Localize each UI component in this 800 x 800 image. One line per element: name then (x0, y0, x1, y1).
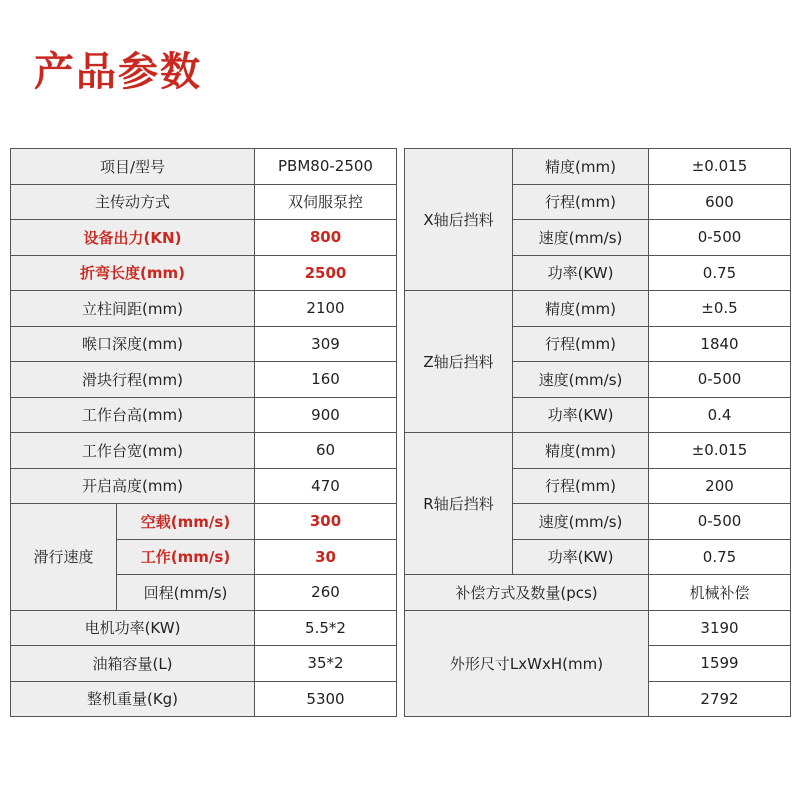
table-row (11, 504, 397, 540)
row-value: ±0.015 (649, 433, 791, 469)
row-value: 260 (255, 575, 397, 611)
row-label: 行程(mm) (513, 468, 649, 504)
table-row (11, 362, 397, 398)
row-value: 2100 (255, 291, 397, 327)
table-row (11, 149, 397, 185)
dimension-height: 2792 (649, 681, 791, 717)
row-label: 功率(KW) (513, 255, 649, 291)
row-label: 空载(mm/s) (117, 504, 255, 540)
row-label: 油箱容量(L) (11, 646, 255, 682)
spec-table-left (10, 148, 397, 717)
table-row (405, 149, 791, 185)
row-value: 200 (649, 468, 791, 504)
row-value: 5300 (255, 681, 397, 717)
row-value: 0.75 (649, 255, 791, 291)
row-label: 项目/型号 (11, 149, 255, 185)
row-label: 开启高度(mm) (11, 468, 255, 504)
row-value: 60 (255, 433, 397, 469)
table-row (405, 610, 791, 646)
row-label: 速度(mm/s) (513, 220, 649, 256)
row-value: 600 (649, 184, 791, 220)
row-label: 功率(KW) (513, 539, 649, 575)
page-title: 产品参数 (34, 49, 202, 95)
row-label: 设备出力(KN) (11, 220, 255, 256)
row-label: 功率(KW) (513, 397, 649, 433)
row-value: 5.5*2 (255, 610, 397, 646)
row-label: 工作(mm/s) (117, 539, 255, 575)
table-row (11, 326, 397, 362)
row-label: 速度(mm/s) (513, 504, 649, 540)
row-value: 800 (255, 220, 397, 256)
row-value: 0-500 (649, 504, 791, 540)
table-row (11, 468, 397, 504)
table-row (405, 575, 791, 611)
row-label: 电机功率(KW) (11, 610, 255, 646)
table-row (11, 646, 397, 682)
table-row (11, 255, 397, 291)
table-row (11, 681, 397, 717)
row-value: 2500 (255, 255, 397, 291)
row-label: 精度(mm) (513, 291, 649, 327)
dimensions-label: 外形尺寸LxWxH(mm) (405, 610, 649, 717)
row-value: 0.75 (649, 539, 791, 575)
row-value: 900 (255, 397, 397, 433)
table-row (11, 433, 397, 469)
row-label: 折弯长度(mm) (11, 255, 255, 291)
row-value: 双伺服泵控 (255, 184, 397, 220)
table-row (11, 397, 397, 433)
row-label: 主传动方式 (11, 184, 255, 220)
slide-speed-label: 滑行速度 (11, 504, 117, 611)
compensation-value: 机械补偿 (649, 575, 791, 611)
row-value: 35*2 (255, 646, 397, 682)
row-label: 整机重量(Kg) (11, 681, 255, 717)
row-value: ±0.015 (649, 149, 791, 185)
row-label: 滑块行程(mm) (11, 362, 255, 398)
row-label: 立柱间距(mm) (11, 291, 255, 327)
row-label: 回程(mm/s) (117, 575, 255, 611)
row-label: 工作台高(mm) (11, 397, 255, 433)
row-label: 精度(mm) (513, 433, 649, 469)
compensation-label: 补偿方式及数量(pcs) (405, 575, 649, 611)
row-label: 精度(mm) (513, 149, 649, 185)
row-value: ±0.5 (649, 291, 791, 327)
row-label: 喉口深度(mm) (11, 326, 255, 362)
table-row (11, 184, 397, 220)
row-value: 300 (255, 504, 397, 540)
row-label: 工作台宽(mm) (11, 433, 255, 469)
table-row (11, 610, 397, 646)
row-value: 470 (255, 468, 397, 504)
row-value: 0-500 (649, 220, 791, 256)
row-value: 1840 (649, 326, 791, 362)
row-value: 0-500 (649, 362, 791, 398)
row-label: 行程(mm) (513, 326, 649, 362)
row-value: PBM80-2500 (255, 149, 397, 185)
table-row (405, 433, 791, 469)
z-backgauge-label: Z轴后挡料 (405, 291, 513, 433)
table-row (11, 220, 397, 256)
row-label: 行程(mm) (513, 184, 649, 220)
row-value: 309 (255, 326, 397, 362)
dimension-width: 1599 (649, 646, 791, 682)
table-row (405, 291, 791, 327)
row-value: 0.4 (649, 397, 791, 433)
spec-table-right (404, 148, 791, 717)
row-value: 30 (255, 539, 397, 575)
row-label: 速度(mm/s) (513, 362, 649, 398)
row-value: 160 (255, 362, 397, 398)
x-backgauge-label: X轴后挡料 (405, 149, 513, 291)
r-backgauge-label: R轴后挡料 (405, 433, 513, 575)
dimension-length: 3190 (649, 610, 791, 646)
table-row (11, 291, 397, 327)
